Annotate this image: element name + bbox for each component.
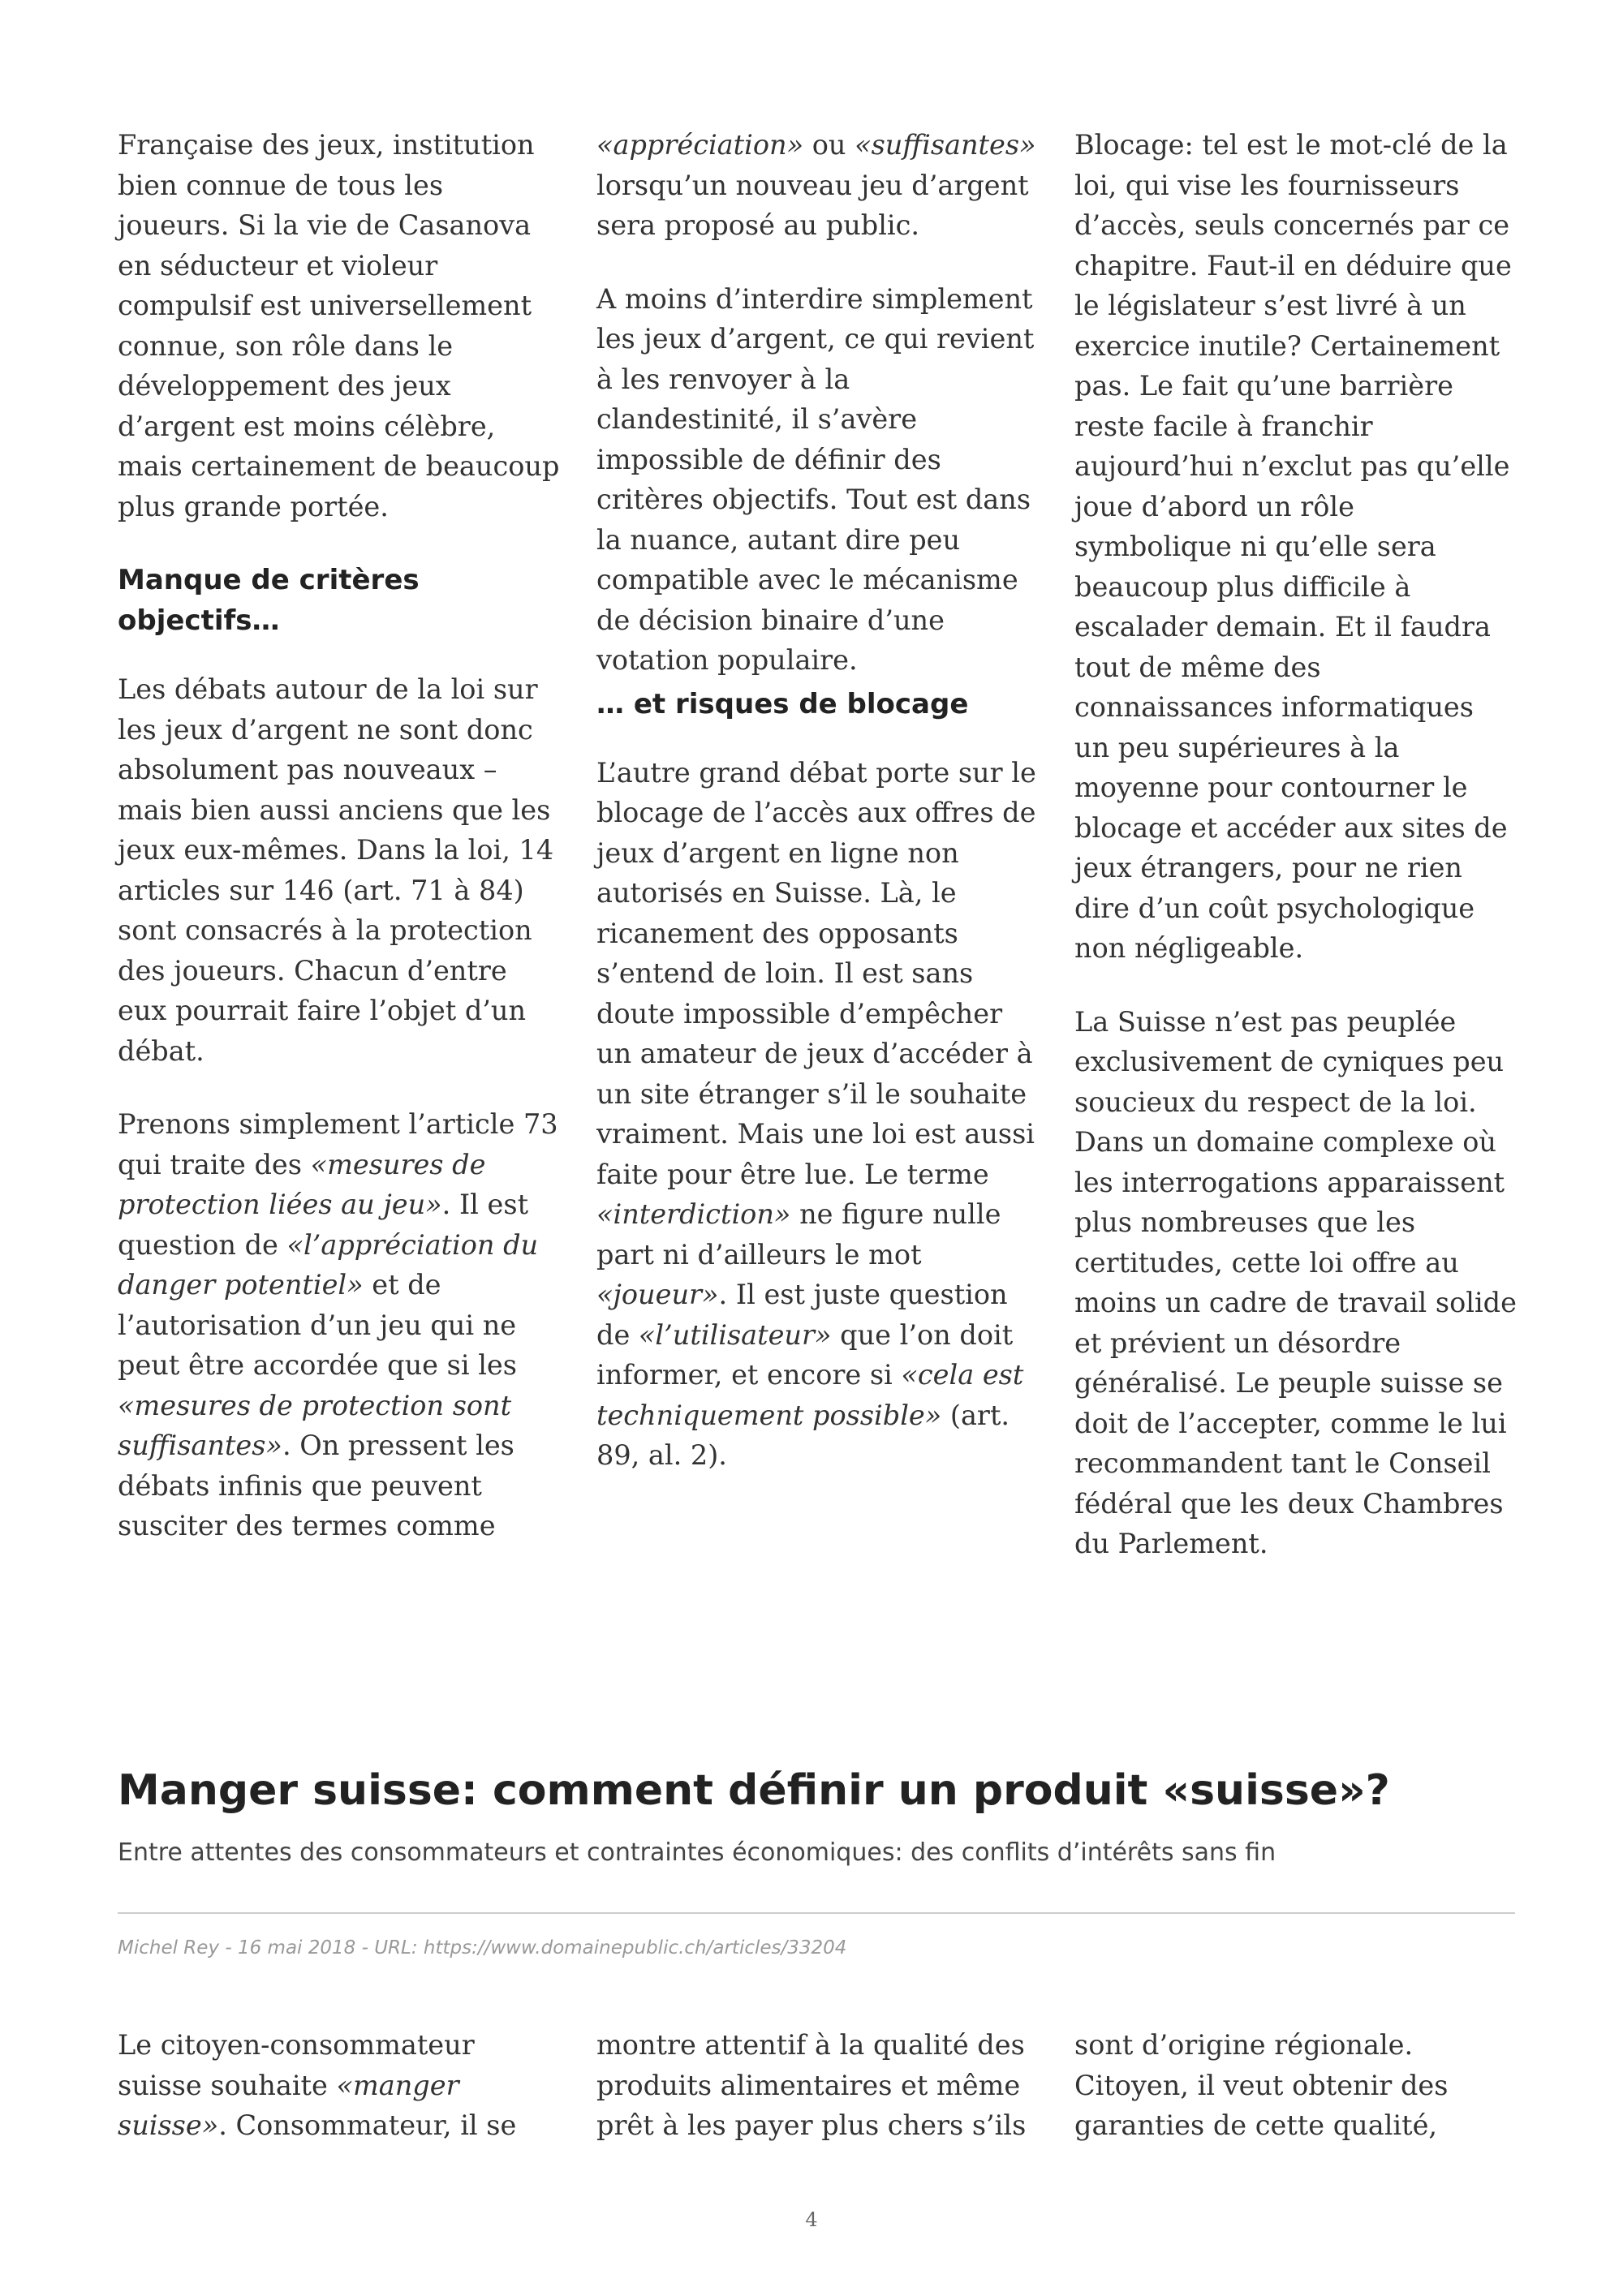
text-run: Prenons simplement l’article 73 qui traite des bbox=[118, 1108, 558, 1180]
article-meta: Michel Rey - 16 mai 2018 - URL: https://www.domainepublic.ch/articles/33204 bbox=[118, 1937, 847, 1958]
text-run: . Consommateur, il se bbox=[218, 2109, 517, 2141]
text-run: Le citoyen-consommateur suisse souhaite bbox=[118, 2029, 475, 2101]
quote: «interdiction» bbox=[596, 1198, 791, 1230]
article2-column-2 bbox=[596, 2025, 1039, 2179]
text-run: L’autre grand débat porte sur le blocage de l’accès aux offres de jeux d’argent en ligne non autorisés en Suisse. Là, le ricanement des opposants s’entend de loin. Il est sans doute impossible d’empêcher un amateur de jeux d’accéder à un site étranger s’il le souhaite vraiment. Mais une loi est aussi faite pour être lue. Le terme bbox=[596, 756, 1036, 1190]
paragraph: La Suisse n’est pas peuplée exclusivement de cyniques peu soucieux du respect de la loi. Dans un domaine complexe où les interrogations apparaissent plus nombreuses que les certitudes, cette loi offre au moins un cadre de travail solide et prévient un désordre généralisé. Le peuple suisse se doit de l’accepter, comme le lui recommandent tant le Conseil fédéral que les deux Chambres du Parlement. bbox=[1074, 1005, 1517, 1559]
article-title: Manger suisse: comment définir un produit «suisse»? bbox=[118, 1766, 1390, 1815]
text-run: et de l’autorisation d’un jeu qui ne peut être accordée que si les bbox=[118, 1269, 517, 1381]
quote: «cela est techniquement possible» bbox=[596, 1359, 1024, 1431]
article1-column-3 bbox=[1074, 125, 1517, 1597]
article2-column-3 bbox=[1074, 2025, 1517, 2179]
text-run: . Il est juste question de bbox=[596, 1279, 1008, 1351]
quote: «mesures de protection sont suffisantes» bbox=[118, 1389, 512, 1461]
paragraph: montre attentif à la qualité des produits alimentaires et même prêt à les payer plus chers s’ils bbox=[596, 2029, 1027, 2141]
paragraph bbox=[118, 2025, 560, 2146]
quote: «l’utilisateur» bbox=[638, 1318, 832, 1351]
section-heading: Manque de critères objectifs… bbox=[118, 564, 420, 637]
paragraph: Les débats autour de la loi sur les jeux d’argent ne sont donc absolument pas nouveaux – mais bien aussi anciens que les jeux eux-mêmes. Dans la loi, 14 articles sur 146 (art. 71 à 84) sont consacrés à la protection des joueurs. Chacun d’entre eux pourrait faire l’objet d’un débat. bbox=[118, 673, 554, 1067]
paragraph: Blocage: tel est le mot-clé de la loi, qui vise les fournisseurs d’accès, seuls concernés par ce chapitre. Faut-il en déduire que le législateur s’est livré à un exercice inutile? Certainement pas. Le fait qu’une barrière reste facile à franchir aujourd’hui n’exclut pas qu’elle joue d’abord un rôle symbolique ni qu’elle sera beaucoup plus difficile à escalader demain. Et il faudra tout de même des connaissances informatiques un peu supérieures à la moyenne pour contourner le blocage et accéder aux sites de jeux étrangers, pour ne rien dire d’un coût psychologique non négligeable. bbox=[1074, 129, 1512, 964]
text-run: . On pressent les débats infinis que peuvent susciter des termes comme bbox=[118, 1430, 514, 1541]
paragraph bbox=[596, 125, 1039, 246]
article-subtitle: Entre attentes des consommateurs et contraintes économiques: des conflits d’intérêts sans fin bbox=[118, 1838, 1276, 1867]
article2-column-1 bbox=[118, 2025, 560, 2179]
text-run: . Il est question de bbox=[118, 1189, 529, 1261]
quote: «manger suisse» bbox=[118, 2069, 459, 2141]
text-run: ne figure nulle part ni d’ailleurs le mot bbox=[596, 1198, 1001, 1271]
quote: «appréciation» bbox=[596, 129, 804, 161]
paragraph: Française des jeux, institution bien connue de tous les joueurs. Si la vie de Casanova en séducteur et violeur compulsif est universellement connue, son rôle dans le développement des jeux d’argent est moins célèbre, mais certainement de beaucoup plus grande portée. bbox=[118, 129, 560, 522]
text-run: que l’on doit informer, et encore si bbox=[596, 1318, 1014, 1391]
page-number: 4 bbox=[805, 2208, 818, 2231]
section-heading: … et risques de blocage bbox=[596, 687, 969, 720]
quote: «joueur» bbox=[596, 1279, 719, 1310]
text-run: ou bbox=[803, 129, 855, 161]
paragraph: A moins d’interdire simplement les jeux d’argent, ce qui revient à les renvoyer à la clandestinité, il s’avère impossible de définir des critères objectifs. Tout est dans la nuance, autant dire peu compatible avec le mécanisme de décision binaire d’une votation populaire. bbox=[596, 282, 1035, 676]
divider bbox=[118, 1912, 1515, 1914]
text-run: (art. 89, al. 2). bbox=[596, 1399, 1010, 1471]
text-run: lorsqu’un nouveau jeu d’argent sera proposé au public. bbox=[596, 169, 1029, 241]
article1-column-2 bbox=[596, 125, 1039, 1509]
quote: «mesures de protection liées au jeu» bbox=[118, 1148, 486, 1220]
paragraph bbox=[118, 1104, 560, 1546]
quote: «suffisantes» bbox=[855, 129, 1036, 161]
article1-column-1 bbox=[118, 125, 560, 1580]
quote: «l’appréciation du danger potentiel» bbox=[118, 1228, 539, 1301]
paragraph bbox=[596, 753, 1039, 1476]
paragraph: sont d’origine régionale. Citoyen, il veut obtenir des garanties de cette qualité, bbox=[1074, 2029, 1449, 2141]
